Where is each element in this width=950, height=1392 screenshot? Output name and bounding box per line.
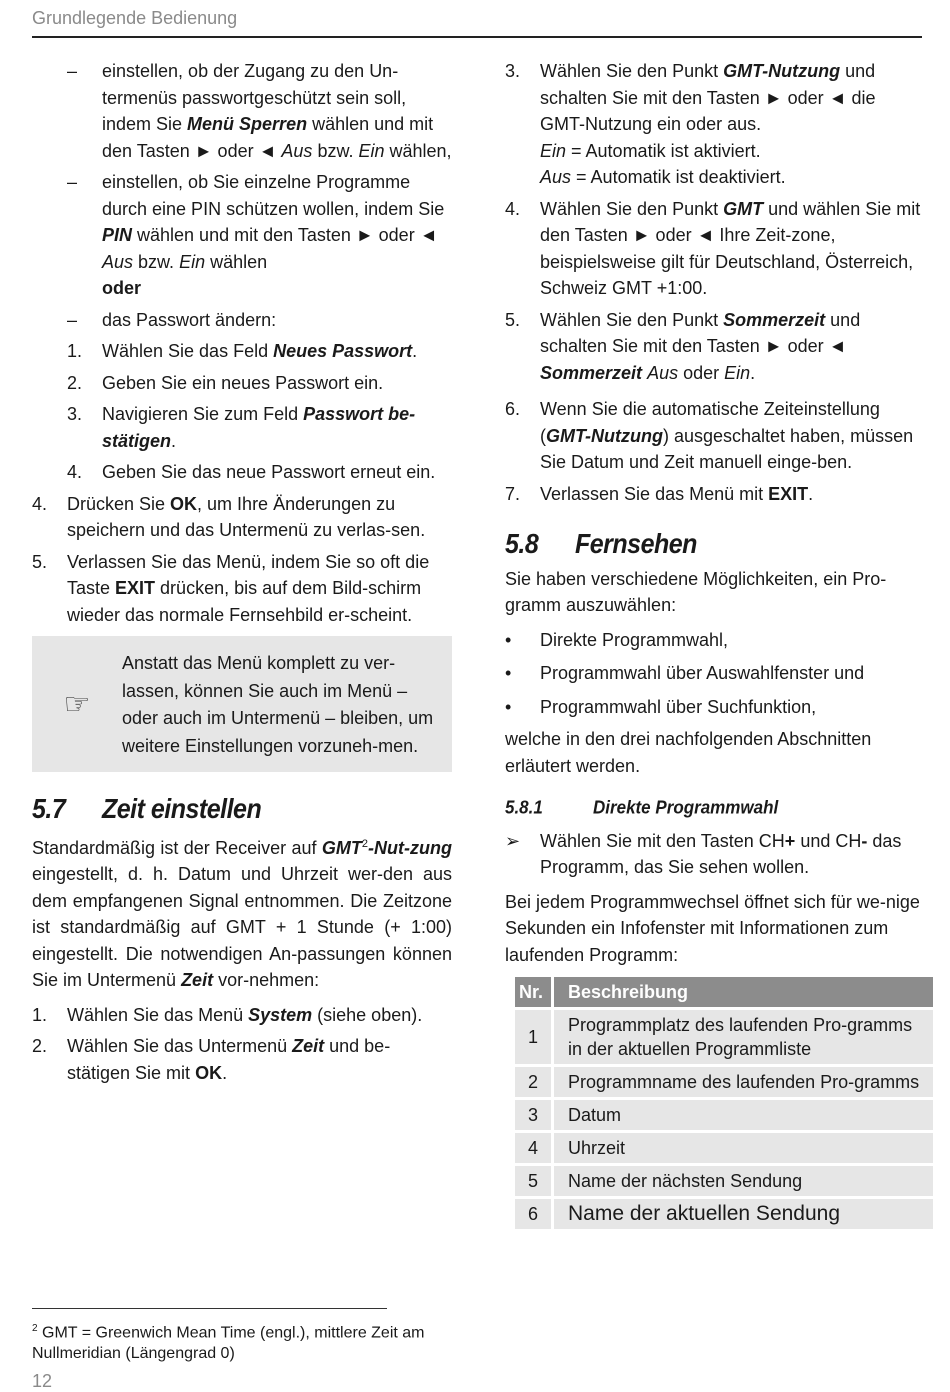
row-number: 1 xyxy=(515,1010,554,1064)
key-name: OK xyxy=(170,493,198,514)
row-number: 2 xyxy=(515,1067,554,1097)
row-number: 6 xyxy=(515,1199,554,1229)
numbered-item xyxy=(505,396,925,476)
table-row xyxy=(515,1166,933,1196)
menu-name: Menü Sperren xyxy=(187,114,308,134)
number-marker: 2. xyxy=(32,1036,48,1056)
number-marker: 7. xyxy=(505,483,521,504)
section-heading xyxy=(505,530,925,559)
number-marker: 4. xyxy=(67,462,83,482)
term: -Nut-zung xyxy=(368,837,452,858)
row-number: 5 xyxy=(515,1166,554,1196)
text: Navigieren Sie zum Feld xyxy=(102,404,304,424)
dash-item xyxy=(32,169,452,302)
number-marker: 3. xyxy=(505,61,521,81)
row-description: Name der aktuellen Sendung xyxy=(554,1199,933,1229)
option-name: Ein xyxy=(179,251,206,272)
text: Wählen Sie das Untermenü xyxy=(67,1036,293,1056)
numbered-subitem xyxy=(32,459,452,486)
subitem-text: Geben Sie das neue Passwort erneut ein. xyxy=(102,462,436,482)
instruction-item xyxy=(505,828,925,881)
option-name: Aus xyxy=(281,140,313,161)
column-header: Beschreibung xyxy=(554,977,933,1007)
text: Verlassen Sie das Menü, indem Sie so oft die Taste xyxy=(67,551,430,598)
key-name: + xyxy=(784,830,796,851)
row-description: Name der nächsten Sendung xyxy=(554,1166,933,1196)
numbered-item xyxy=(32,549,452,629)
menu-name: GMT xyxy=(723,198,764,219)
text: und be-stätigen Sie mit xyxy=(67,1036,391,1083)
row-description: Programmplatz des laufenden Pro-gramms in der aktuellen Programmliste xyxy=(554,1010,933,1064)
bullet-marker: • xyxy=(505,696,512,717)
dash-marker: – xyxy=(67,61,78,81)
text: Wählen Sie mit den Tasten CH xyxy=(540,830,785,851)
dash-text xyxy=(102,169,452,302)
text: Wählen Sie das Menü xyxy=(67,1004,249,1025)
item-text xyxy=(540,307,925,387)
option-name: Aus xyxy=(647,362,679,383)
table-row xyxy=(515,1199,933,1229)
text: Standardmäßig ist der Receiver auf xyxy=(32,837,322,858)
pointing-hand-icon: ☞ xyxy=(63,688,91,722)
numbered-item xyxy=(505,307,925,387)
table-row xyxy=(515,1010,933,1064)
text: Drücken Sie xyxy=(67,493,171,514)
option-name: Aus xyxy=(540,167,572,187)
subitem-text: Geben Sie ein neues Passwort ein. xyxy=(102,372,384,393)
text-line: wählen, xyxy=(384,140,452,161)
text: und wählen Sie mit den Tasten ► oder ◄ Ihre Zeit-zone, beispielsweise gilt für Deutschland, Österreich, Schweiz GMT +1:00. xyxy=(540,198,921,298)
bullet-marker: • xyxy=(505,629,512,650)
footnote-ref: 2 xyxy=(361,837,369,850)
text-line: termenüs passwortgeschützt sein soll, xyxy=(102,87,407,108)
subitem-text xyxy=(102,338,452,365)
text: , um Ihre Änderungen zu speichern und das Untermenü zu verlas-sen. xyxy=(67,493,426,540)
field-name: Passwort be-stätigen xyxy=(102,404,416,451)
menu-name: PIN xyxy=(102,225,133,245)
text: (siehe oben). xyxy=(312,1004,423,1025)
text-line: mit den Tasten ► oder ◄ xyxy=(102,114,434,161)
page-header xyxy=(32,8,922,38)
key-name: - xyxy=(861,830,868,851)
paragraph: Bei jedem Programmwechsel öffnet sich für we-nige Sekunden ein Infofenster mit Informationen zum laufenden Programm: xyxy=(505,891,920,965)
paragraph: welche in den drei nachfolgenden Abschnitten erläutert werden. xyxy=(505,729,872,776)
bullet-item xyxy=(505,660,925,687)
paragraph: Sie haben verschiedene Möglichkeiten, ein Pro-gramm auszuwählen: xyxy=(505,568,887,615)
text: oder xyxy=(678,362,725,383)
item-text xyxy=(540,481,925,508)
info-table xyxy=(515,974,933,1232)
table-header-row xyxy=(515,977,933,1007)
footnote xyxy=(32,1318,462,1364)
key-name: OK xyxy=(195,1062,223,1083)
number-marker: 5. xyxy=(505,309,521,330)
left-column xyxy=(32,58,452,1086)
subsection-number: 5.8.1 xyxy=(505,796,543,818)
text: . xyxy=(750,362,756,383)
section-number: 5.8 xyxy=(505,528,539,560)
table-row xyxy=(515,1100,933,1130)
subitem-text xyxy=(102,401,452,454)
subsection-heading xyxy=(505,794,925,823)
option-name: Ein xyxy=(540,140,567,161)
table-row xyxy=(515,1133,933,1163)
text-line: bzw. xyxy=(312,140,354,161)
text: und schalten Sie mit den Tasten ► oder ◄ xyxy=(540,309,861,356)
text-line: wählen und mit den xyxy=(132,225,294,245)
text: . xyxy=(222,1062,228,1083)
numbered-subitem xyxy=(32,401,452,454)
text-line: einstellen, ob der Zugang zu den Un- xyxy=(102,61,399,81)
number-marker: 4. xyxy=(505,198,521,219)
text: Wählen Sie den Punkt xyxy=(540,198,724,219)
item-text xyxy=(540,58,925,191)
numbered-item xyxy=(505,58,925,191)
text: das Programm, das Sie sehen wollen. xyxy=(540,830,902,877)
menu-name: Zeit xyxy=(181,970,214,990)
menu-name: Zeit xyxy=(292,1036,325,1056)
right-column xyxy=(505,58,925,1232)
text: drücken, bis auf dem Bild-schirm wieder das normale Fernsehbild er-scheint. xyxy=(67,578,422,625)
item-text xyxy=(540,196,925,302)
text-line: indem Sie xyxy=(364,198,445,219)
text: . xyxy=(171,430,177,451)
row-number: 3 xyxy=(515,1100,554,1130)
numbered-subitem xyxy=(32,338,452,365)
menu-name: Sommerzeit xyxy=(723,309,826,330)
text: ) ausgeschaltet haben, müssen Sie Datum und Zeit manuell einge-ben. xyxy=(540,425,914,472)
page-number: 12 xyxy=(32,1371,53,1391)
footnote-marker: 2 xyxy=(32,1323,38,1334)
bullet-item xyxy=(505,694,925,721)
text: Verlassen Sie das Menü mit xyxy=(540,483,769,504)
number-marker: 5. xyxy=(32,551,48,572)
bullet-item xyxy=(505,627,925,654)
option-name: Aus xyxy=(102,251,134,272)
footnote-text: GMT = Greenwich Mean Time (engl.), mittlere Zeit am Nullmeridian (Längengrad 0) xyxy=(32,1324,425,1363)
row-description: Uhrzeit xyxy=(554,1133,933,1163)
dash-item xyxy=(32,307,452,334)
bullet-text: Programmwahl über Auswahlfenster und xyxy=(540,663,865,683)
text: Wählen Sie den Punkt xyxy=(540,309,724,330)
option-name: Ein xyxy=(358,140,385,161)
note-text: Anstatt das Menü komplett zu ver-lassen, können Sie auch im Menü – oder auch im Untermenü – bleiben, um weitere Einstellungen vorzuneh-men. xyxy=(122,653,434,756)
row-number: 4 xyxy=(515,1133,554,1163)
arrow-marker-icon: ➢ xyxy=(505,830,521,851)
table-row xyxy=(515,1067,933,1097)
row-description: Programmname des laufenden Pro-gramms xyxy=(554,1067,933,1097)
text-line: einstellen, ob Sie einzelne Programme xyxy=(102,172,411,192)
subsection-title: Direkte Programmwahl xyxy=(593,796,779,818)
text-line: Tasten ► oder ◄ xyxy=(297,225,438,245)
text-line: wählen und xyxy=(307,114,405,134)
text: Wenn Sie die automatische Zeiteinstellung ( xyxy=(540,399,880,446)
text: vor-nehmen: xyxy=(213,970,320,990)
text: = Automatik ist deaktiviert. xyxy=(571,167,786,187)
note-box xyxy=(32,636,452,772)
menu-name: System xyxy=(248,1004,313,1025)
section-heading xyxy=(32,795,452,824)
dash-text xyxy=(102,58,452,164)
option-name: Ein xyxy=(724,362,751,383)
numbered-item xyxy=(505,196,925,302)
text: eingestellt, d. h. Datum und Uhrzeit wer-den aus dem empfangenen Signal entnommen. Die Zeitzone ist standardmäßig auf GMT + 1 Stunde (+ 1:00) eingestellt. Die notwendigen An-passungen können Sie im Untermenü xyxy=(32,864,452,990)
section-title: Zeit einstellen xyxy=(102,793,262,825)
text-line: indem Sie xyxy=(102,114,188,134)
row-description: Datum xyxy=(554,1100,933,1130)
section-title: Fernsehen xyxy=(575,528,697,560)
item-text xyxy=(67,1033,452,1086)
dash-marker: – xyxy=(67,309,78,330)
number-marker: 4. xyxy=(32,493,48,514)
dash-item xyxy=(32,58,452,164)
section-number: 5.7 xyxy=(32,793,66,825)
column-header: Nr. xyxy=(515,977,554,1007)
text: und schalten Sie mit den Tasten ► oder ◄ die GMT-Nutzung ein oder aus. xyxy=(540,61,876,134)
numbered-item xyxy=(32,1033,452,1086)
numbered-item xyxy=(505,481,925,508)
bullet-marker: • xyxy=(505,663,512,683)
text: . xyxy=(412,341,418,361)
number-marker: 1. xyxy=(32,1004,48,1025)
text: = Automatik ist aktiviert. xyxy=(566,140,761,161)
text: Wählen Sie den Punkt xyxy=(540,61,724,81)
numbered-item xyxy=(32,491,452,544)
item-text xyxy=(67,491,452,544)
text-line: durch eine PIN schützen wollen, xyxy=(102,198,360,219)
strong-word: oder xyxy=(102,278,142,298)
numbered-item xyxy=(32,1002,452,1029)
menu-name: Sommerzeit xyxy=(540,362,643,383)
field-name: Neues Passwort xyxy=(273,341,413,361)
number-marker: 2. xyxy=(67,372,83,393)
text: und CH xyxy=(795,830,862,851)
header-title: Grundlegende Bedienung xyxy=(32,8,238,28)
text-line: wählen xyxy=(205,251,268,272)
number-marker: 3. xyxy=(67,404,83,424)
number-marker: 6. xyxy=(505,399,521,419)
bullet-text: Programmwahl über Suchfunktion, xyxy=(540,696,817,717)
menu-name: GMT-Nutzung xyxy=(723,61,841,81)
term: GMT xyxy=(321,837,362,858)
item-text xyxy=(67,1002,452,1029)
menu-name: GMT-Nutzung xyxy=(546,425,663,446)
text: . xyxy=(808,483,814,504)
dash-text: das Passwort ändern: xyxy=(102,309,277,330)
number-marker: 1. xyxy=(67,341,83,361)
footnote-divider xyxy=(32,1308,387,1309)
text: Wählen Sie das Feld xyxy=(102,341,274,361)
key-name: EXIT xyxy=(768,483,809,504)
key-name: EXIT xyxy=(115,578,156,598)
numbered-subitem xyxy=(32,370,452,397)
bullet-text: Direkte Programmwahl, xyxy=(540,629,729,650)
text-line: bzw. xyxy=(133,251,180,272)
paragraph xyxy=(32,831,452,994)
dash-marker: – xyxy=(67,172,78,192)
item-text xyxy=(67,549,452,629)
item-text xyxy=(540,396,925,476)
instruction-text xyxy=(540,828,925,881)
